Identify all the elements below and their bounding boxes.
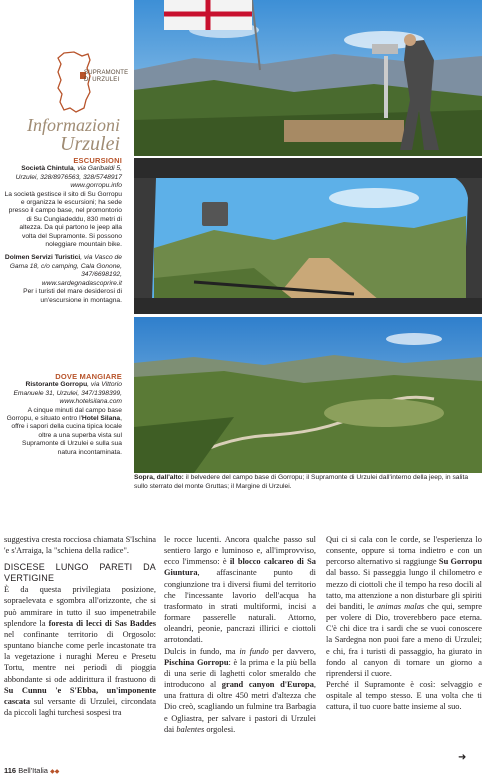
body-column-2: le rocce lucenti. Ancora qualche passo sul sentiero largo e luminoso e, all'improvviso, ecco l'immenso: è il blocco calcareo di Sa Giuntura, affascinante punto di congiunzione tra i diversi fiumi del territorio che l'incessante lavorio dell'acqua ha trasformato in strati multiformi, incisi a formare passerelle naturali. Attorno, oleandri, peonie, pancrazi illirici e ciottoli arrotondati. Dulcis in fundo, ma in fundo per davvero, Pischina Gorropu: è la prima e la più bella di una serie di laghetti color smeraldo che introducono al grand canyon d'Europa, una frattura di oltre 450 metri d'altezza che Dio creò, scagliando un fulmine tra Barbagia e Ogliastra, per salvare i pastori di Urzulei dai balentes orgolesi. [164, 535, 317, 734]
continue-arrow-icon: ➜ [458, 752, 467, 763]
escursioni-heading: ESCURSIONI [73, 156, 122, 165]
photo-jeep-view [134, 158, 482, 314]
escursioni-entry-1: Società Chintula, via Garibaldi 5, Urzulei, 328/8976563, 328/5748917 www.gorropu.info La società gestisce il sito di Su Gorropu e organizza le escursioni; ha sede presso il campo base, nel promontorio di Su Cungiadeddu, 830 metri di altezza. Da qui partono le jeep alla volta del Supramonte. Si possono noleggiare mountain bike. [4, 165, 122, 249]
photo-belvedere [134, 0, 482, 156]
escursioni-block [4, 157, 122, 305]
photo-margine-urzulei [134, 317, 482, 473]
mangiare-block [4, 373, 122, 457]
page-number: 116 [4, 766, 17, 775]
footer-mark: ◆◆ [50, 769, 60, 775]
info-title: Informazioni Urzulei [26, 115, 120, 155]
section-subheading: DISCESE LUNGO PARETI DA VERTIGINE [4, 562, 156, 583]
magazine-name: Bell'Italia [18, 766, 48, 775]
page-footer [4, 766, 59, 775]
mangiare-entry-1: Ristorante Gorropu, via Vittorio Emanuele 31, Urzulei, 347/1398399, www.hotelsilana.com A cinque minuti dal campo base Gorropu, e situato entro l'Hotel Silana, offre i sapori della cucina tipica locale oltre a una superba vista sul Supramonte di Urzulei e sulla sua natura incontaminata. [6, 381, 122, 456]
body-column-1: suggestiva cresta rocciosa chiamata S'Ischina 'e s'Arraiga, la "schiena della radice". DISCESE LUNGO PARETI DA VERTIGINE È da questa privilegiata posizione, sopraelevata e sgombra all'orizzonte, che si può ammirare in tutto il suo impenetrabile splendore la foresta di lecci di Sas Baddes nel confinante territorio di Orgosolo: spuntano bianche come perle incastonate tra la vegetazione i nuraghi Mereu e Presetu Tortu, mentre nei periodi di pioggia abbondante si ode addirittura il frastuono di Su Cunnu 'e S'Ebba, un'imponente cascata sul versante di Urzulei, circondata da piccoli laghi turchesi sospesi tra [4, 535, 156, 718]
mangiare-heading: DOVE MANGIARE [55, 372, 122, 381]
body-column-3: Qui ci si cala con le corde, se l'esperienza lo consente, oppure si torna indietro e con un percorso alternativo si raggiunge Su Gorropu dal basso. Si passeggia lungo il chilometro e mezzo di ciottoli che il tempo ha reso docili al tatto, ma attenzione a non disturbare gli spiriti dei banditi, le animas malas che qui, sempre per volere di Dio, troverebbero pace eterna. C'è chi dice tra i sardi che se vuoi conoscere la Sardegna non puoi fare a meno di Urzulei; e chi, fra i turisti di passaggio, ha giurato in fondo al canyon di tornare un giorno a riprendersi il cuore. Perché il Supramonte è così: selvaggio e ospitale al tempo stesso. E una volta che ti cattura, il tuo cuore batte insieme al suo. [326, 535, 483, 712]
photo-caption: Sopra, dall'alto: il belvedere del campo base di Gorropu; il Supramonte di Urzulei dall'interno della jeep, in salita sullo sterrato del monte Gruttas; il Margine di Urzulei. [134, 474, 469, 490]
map-label: SUPRAMONTE DI URZULEI [84, 70, 129, 83]
escursioni-entry-2: Dolmen Servizi Turistici, via Vasco de Gama 18, c/o camping, Cala Gonone, 347/6698192, www.sardegnadascoprire.it Per i turisti del mare desiderosi di un'escursione in montagna. [4, 254, 122, 304]
